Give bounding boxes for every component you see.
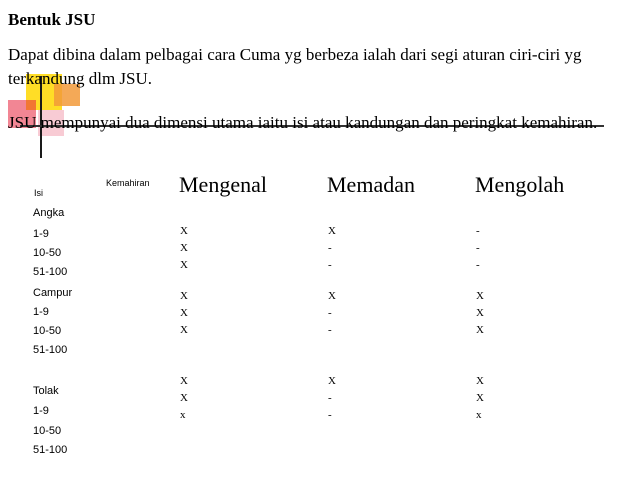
row-range: 10-50 xyxy=(33,247,62,259)
mark-cell-mengolah: X X X xyxy=(476,290,484,336)
column-header-mengolah: Mengolah xyxy=(475,172,565,197)
row-range: 10-50 xyxy=(33,425,62,437)
row-group-campur: Campur xyxy=(33,287,73,299)
mark-cell-mengolah: X X x xyxy=(476,375,484,421)
mark-cell-mengenal: X X X xyxy=(180,225,188,271)
paragraph-dimensi: JSU mempunyai dua dimensi utama iaitu isi atau kandungan dan peringkat kemahiran. xyxy=(8,113,598,132)
slide-title: Bentuk JSU xyxy=(8,10,96,29)
row-range: 10-50 xyxy=(33,325,62,337)
row-group-angka: Angka xyxy=(33,207,65,219)
row-range: 1-9 xyxy=(33,306,49,318)
mark-cell-mengenal: X X x xyxy=(180,375,188,421)
mark-cell-memadan: X - - xyxy=(328,375,336,421)
row-range: 1-9 xyxy=(33,228,49,240)
row-range: 1-9 xyxy=(33,405,49,417)
row-range: 51-100 xyxy=(33,266,68,278)
mark-cell-memadan: X - - xyxy=(328,290,336,336)
paragraph-aturan: Dapat dibina dalam pelbagai cara Cuma yg berbeza ialah dari segi aturan ciri-ciri yg terkandung dlm JSU. xyxy=(8,45,582,88)
table-corner-kemahiran: Kemahiran xyxy=(106,178,150,188)
row-range: 51-100 xyxy=(33,444,68,456)
mark-cell-memadan: X - - xyxy=(328,225,336,271)
column-header-mengenal: Mengenal xyxy=(179,172,267,197)
column-header-memadan: Memadan xyxy=(327,172,415,197)
mark-cell-mengenal: X X X xyxy=(180,290,188,336)
row-group-tolak: Tolak xyxy=(33,385,59,397)
table-corner-isi: Isi xyxy=(34,188,43,198)
row-range: 51-100 xyxy=(33,344,68,356)
mark-cell-mengolah: - - - xyxy=(476,225,480,271)
